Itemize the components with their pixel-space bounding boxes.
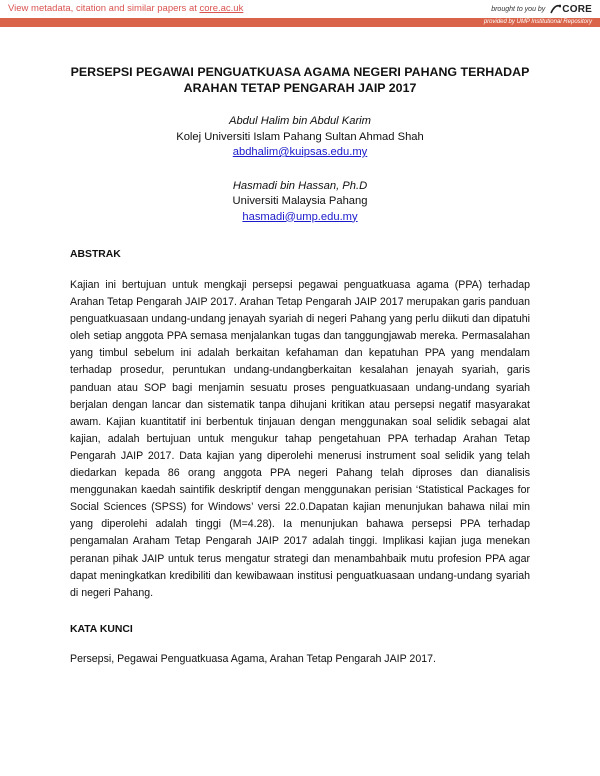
author-affiliation: Kolej Universiti Islam Pahang Sultan Ahmad Shah: [176, 130, 424, 143]
author-affiliation: Universiti Malaysia Pahang: [232, 195, 368, 207]
paper-title-line-2: ARAHAN TETAP PENGARAH JAIP 2017: [183, 81, 417, 95]
author-email: [70, 145, 530, 161]
author-block-1: [70, 114, 530, 161]
core-link[interactable]: core.ac.uk: [199, 3, 244, 14]
core-link-prefix: View metadata, citation and similar papers at: [8, 3, 200, 14]
author-email-link[interactable]: abdhalim@kuipsas.edu.my: [232, 146, 368, 158]
core-banner: [0, 0, 600, 28]
provided-by-text[interactable]: provided by UMP Institutional Repository: [483, 19, 592, 25]
paper-page: [70, 64, 530, 667]
keywords-heading: KATA KUNCI: [70, 623, 133, 635]
author-email: [70, 210, 530, 226]
paper-title: [70, 64, 530, 96]
author-name: Abdul Halim bin Abdul Karim: [229, 115, 371, 127]
brought-to-you-by[interactable]: [491, 2, 592, 16]
core-metadata-link[interactable]: [8, 3, 243, 14]
core-logo[interactable]: [549, 3, 592, 15]
paper-title-line-1: PERSEPSI PEGAWAI PENGUATKUASA AGAMA NEGERI PAHANG TERHADAP: [70, 65, 530, 79]
core-logo-icon: [549, 3, 561, 15]
abstract-body: Kajian ini bertujuan untuk mengkaji persepsi pegawai penguatkuasa agama (PPA) terhadap Arahan Tetap Pengarah JAIP 2017. Arahan Tetap Pengarah JAIP 2017 merupakan garis panduan penguatkuasaan undang-undang jenayah syariah di negeri Pahang yang perlu diikuti dan dipatuhi oleh setiap anggota PPA semasa menjalankan tugas dan tanggungjawab mereka. Permasalahan yang timbul sebelum ini adalah berkaitan kefahaman dan kepatuhan PPA yang mendalam terhadap prosedur, peruntukan undang-undangberkaitan kesalahan jenayah syariah, garis panduan atau SOP bagi menjamin sesuatu proses penguatkuasaan undang-undang syariah berjalan dengan lancar dan sistematik tanpa dihujani kritikan atau persepsi negatif masyarakat awam. Kajian kuantitatif ini berbentuk tinjauan dengan menggunakan soal selidik sebagai alat kajian, adalah bertujuan untuk mengukur tahap pengetahuan PPA terhadap Arahan Tetap Pengarah JAIP 2017. Data kajian yang diperolehi menerusi instrument soal selidik yang telah diedarkan kepada 86 orang anggota PPA negeri Pahang telah diproses dan dianalisis menggunakan kaedah saintifik deskriptif dengan menggunakan perisian ‘Statistical Packages for Social Sciences (SPSS) for Windows’ versi 22.0.Dapatan kajian menunjukan bahawa nilai min yang diperolehi adalah tinggi (M=4.28). Ia menunjukan bahawa persepsi PPA terhadap pengamalan Araham Tetap Pengarah JAIP 2017 adalah tinggi. Implikasi kajian juga menekan peranan pihak JAIP untuk terus mengatur strategi dan menambahbaik mutu profesion PPA agar dapat meningkatkan kredibiliti dan kewibawaan institusi penguatkuasaan undang-undang syariah di negeri Pahang.: [70, 279, 530, 599]
core-banner-top: [0, 0, 600, 18]
keywords-body: Persepsi, Pegawai Penguatkuasa Agama, Arahan Tetap Pengarah JAIP 2017.: [70, 652, 436, 665]
provided-by-bar: [0, 18, 600, 27]
abstract-heading: ABSTRAK: [70, 249, 121, 260]
author-name: Hasmadi bin Hassan, Ph.D: [232, 179, 368, 192]
brought-by-text: brought to you by: [491, 5, 546, 13]
author-email-link[interactable]: hasmadi@ump.edu.my: [242, 210, 358, 223]
author-block-2: [70, 179, 530, 226]
core-logo-text: CORE: [562, 3, 592, 15]
